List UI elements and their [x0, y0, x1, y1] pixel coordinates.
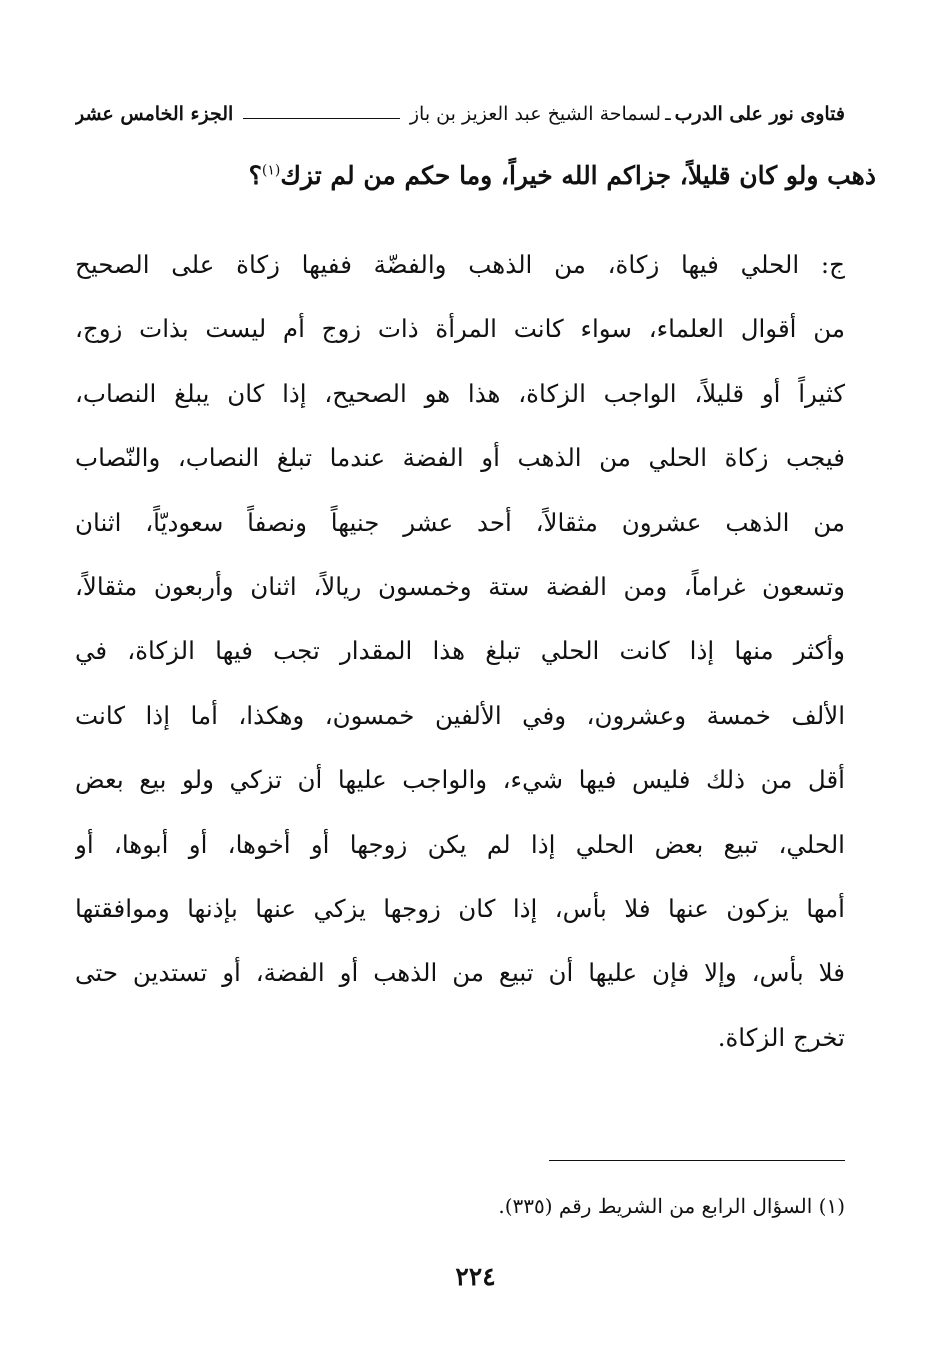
answer-line: ج: الحلي فيها زكاة، من الذهب والفضّة ففيها زكاة على الصحيح — [75, 250, 845, 279]
volume-label: الجزء الخامس عشر — [75, 103, 234, 125]
answer-line: وتسعون غراماً، ومن الفضة ستة وخمسون ريالاً، اثنان وأربعون مثقالاً، — [75, 571, 845, 601]
answer-line: فيجب زكاة الحلي من الذهب أو الفضة عندما تبلغ النصاب، والنّصاب — [75, 443, 845, 473]
running-header — [75, 96, 845, 132]
answer-line: تخرج الزكاة. — [717, 1022, 845, 1052]
answer-line: من أقوال العلماء، سواء كانت المرأة ذات زوج أم ليست بذات زوج، — [75, 314, 845, 344]
question-mark: ؟ — [248, 161, 262, 190]
answer-line: الألف خمسة وعشرون، وفي الألفين خمسون، وهكذا، أما إذا كانت — [75, 700, 845, 730]
question-line — [186, 158, 876, 193]
question-text: ذهب ولو كان قليلاً، جزاكم الله خيراً، وما حكم من لم تزك — [280, 161, 876, 190]
footnote: (١) السؤال الرابع من الشريط رقم (٣٣٥). — [498, 1194, 845, 1218]
answer-line: وأكثر منها إذا كانت الحلي تبلغ هذا المقدار تجب فيها الزكاة، في — [75, 636, 845, 666]
header-rule — [243, 118, 400, 119]
answer-paragraph — [75, 233, 845, 1070]
answer-line: أقل من ذلك فليس فيها شيء، والواجب عليها أن تزكي ولو بيع بعض — [75, 765, 845, 795]
footnote-reference: (١) — [261, 162, 281, 179]
answer-line: من الذهب عشرون مثقالاً، أحد عشر جنيهاً ونصفاً سعوديّاً، اثنان — [75, 507, 845, 537]
answer-line: الحلي، تبيع بعض الحلي إذا لم يكن زوجها أو أخوها، أو أبوها، أو — [75, 829, 845, 859]
header-dash: ـ — [665, 103, 671, 125]
book-title: فتاوى نور على الدرب — [674, 103, 845, 125]
answer-line: أمها يزكون عنها فلا بأس، إذا كان زوجها يزكي عنها بإذنها وموافقتها — [75, 893, 845, 923]
answer-line: فلا بأس، وإلا فإن عليها أن تبيع من الذهب أو الفضة، أو تستدين حتى — [75, 958, 845, 988]
author-name: لسماحة الشيخ عبد العزيز بن باز — [409, 103, 662, 125]
answer-line: كثيراً أو قليلاً، الواجب الزكاة، هذا هو الصحيح، إذا كان يبلغ النصاب، — [75, 378, 845, 408]
page-number: ٢٢٤ — [455, 1262, 496, 1291]
footnote-separator — [549, 1160, 845, 1161]
